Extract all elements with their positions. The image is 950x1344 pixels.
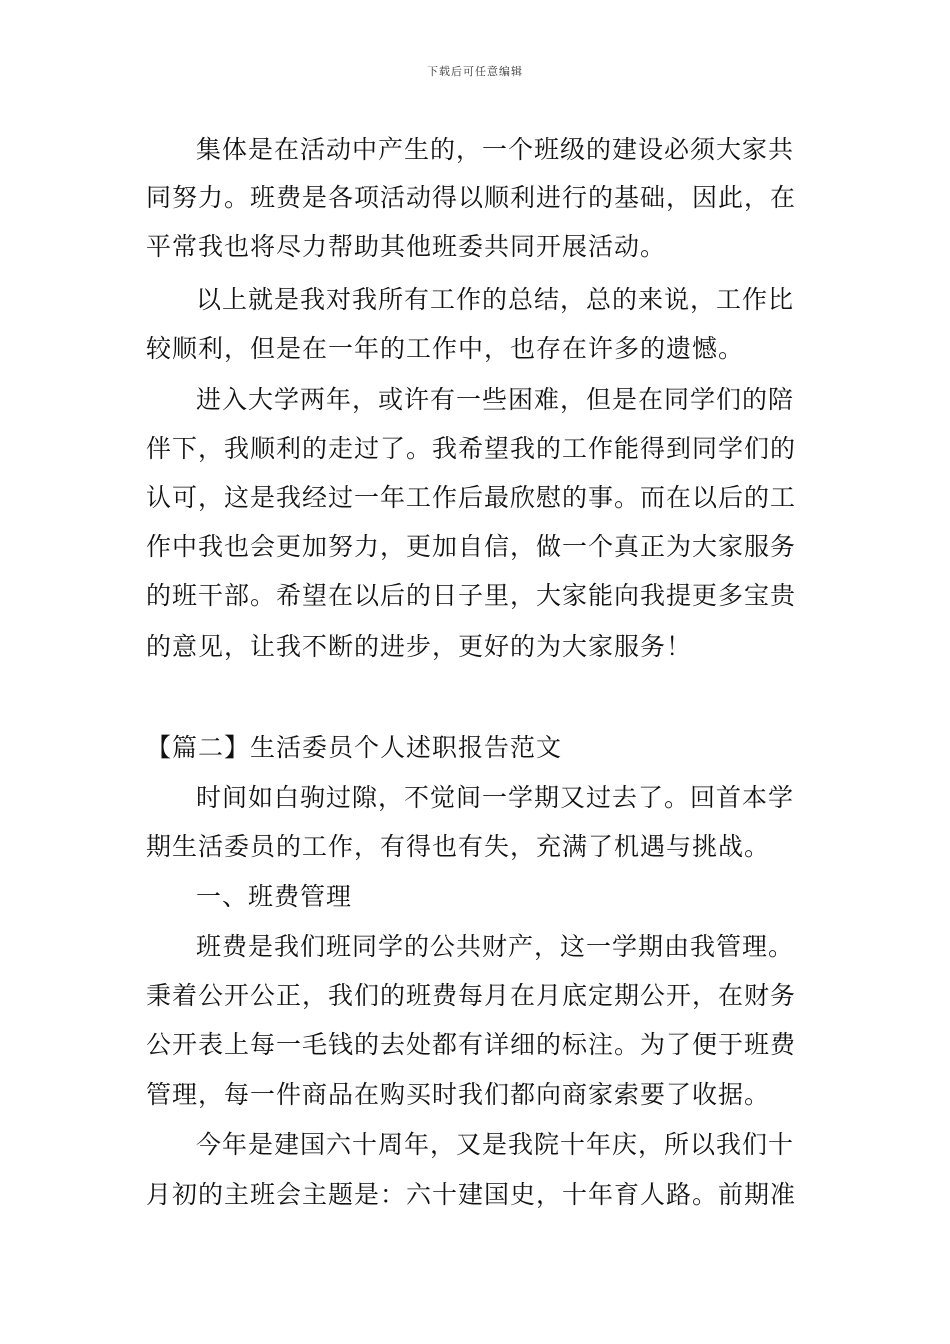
paragraph-line: 集体是在活动中产生的，一个班级的建设必须大家共: [196, 135, 795, 164]
paragraph-line: 同努力。班费是各项活动得以顺利进行的基础，因此，在: [146, 183, 797, 212]
paragraph-line: 平常我也将尽力帮助其他班委共同开展活动。: [146, 232, 667, 261]
subsection-heading: 一、班费管理: [196, 882, 353, 911]
paragraph-line: 时间如白驹过隙，不觉间一学期又过去了。回首本学: [196, 783, 795, 812]
paragraph-line: 认可，这是我经过一年工作后最欣慰的事。而在以后的工: [146, 483, 797, 512]
paragraph-line: 月初的主班会主题是：六十建国史，十年育人路。前期准: [146, 1180, 797, 1209]
section-heading: 【篇二】生活委员个人述职报告范文: [146, 733, 563, 762]
paragraph-line: 进入大学两年，或许有一些困难，但是在同学们的陪: [196, 385, 795, 414]
paragraph-line: 以上就是我对我所有工作的总结，总的来说，工作比: [196, 285, 795, 314]
paragraph-line: 公开表上每一毛钱的去处都有详细的标注。为了便于班费: [146, 1030, 797, 1059]
paragraph-line: 秉着公开公正，我们的班费每月在月底定期公开，在财务: [146, 981, 797, 1010]
page-header-note: 下载后可任意编辑: [427, 65, 523, 78]
paragraph-line: 的班干部。希望在以后的日子里，大家能向我提更多宝贵: [146, 581, 797, 610]
paragraph-line: 作中我也会更加努力，更加自信，做一个真正为大家服务: [146, 532, 797, 561]
paragraph-line: 的意见，让我不断的进步，更好的为大家服务！: [146, 632, 693, 661]
paragraph-line: 今年是建国六十周年，又是我院十年庆，所以我们十: [196, 1130, 795, 1159]
paragraph-line: 较顺利，但是在一年的工作中，也存在许多的遗憾。: [146, 334, 745, 363]
paragraph-line: 伴下，我顺利的走过了。我希望我的工作能得到同学们的: [146, 434, 797, 463]
paragraph-line: 班费是我们班同学的公共财产，这一学期由我管理。: [196, 932, 795, 961]
paragraph-line: 期生活委员的工作，有得也有失，充满了机遇与挑战。: [146, 832, 771, 861]
paragraph-line: 管理，每一件商品在购买时我们都向商家索要了收据。: [146, 1080, 771, 1109]
